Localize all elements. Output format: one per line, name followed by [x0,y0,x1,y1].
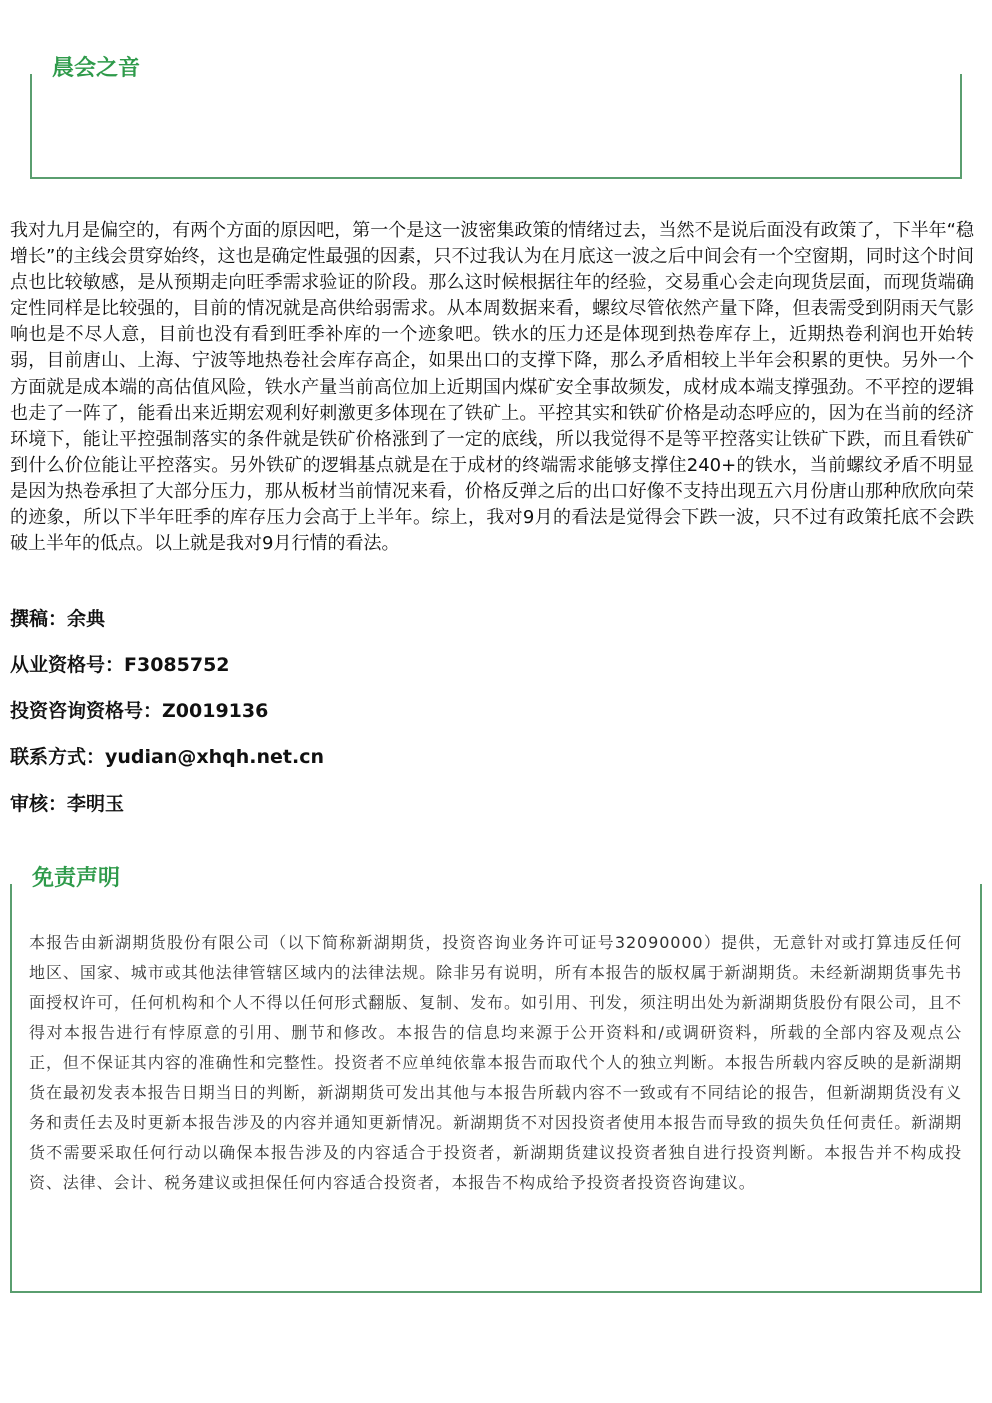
disclaimer-text: 本报告由新湖期货股份有限公司（以下简称新湖期货，投资咨询业务许可证号32090000）提供，无意针对或打算违反任何地区、国家、城市或其他法律管辖区域内的法律法规。除非另有说明，所有本报告的版权属于新湖期货。未经新湖期货事先书面授权许可，任何机构和个人不得以任何形式翻版、复制、发布。如引用、刊发，须注明出处为新湖期货股份有限公司，且不得对本报告进行有悖原意的引用、删节和修改。本报告的信息均来源于公开资料和/或调研资料，所载的全部内容及观点公正，但不保证其内容的准确性和完整性。投资者不应单纯依靠本报告而取代个人的独立判断。本报告所载内容反映的是新湖期货在最初发表本报告日期当日的判断，新湖期货可发出其他与本报告所载内容不一致或有不同结论的报告，但新湖期货没有义务和责任去及时更新本报告涉及的内容并通知更新情况。新湖期货不对因投资者使用本报告而导致的损失负任何责任。新湖期货不需要采取任何行动以确保本报告涉及的内容适合于投资者，新湖期货建议投资者独自进行投资判断。本报告并不构成投资、法律、会计、税务建议或担保任何内容适合投资者，本报告不构成给予投资者投资咨询建议。 [29,933,962,1192]
contact-line: 联系方式：yudian@xhqh.net.cn [10,746,325,768]
disclaimer-title: 免责声明 [26,866,126,892]
morning-section-frame [30,74,962,179]
morning-section-title: 晨会之音 [46,56,146,82]
qualification-number-line: 从业资格号：F3085752 [10,654,230,676]
commentary-paragraph: 我对九月是偏空的，有两个方面的原因吧，第一个是这一波密集政策的情绪过去，当然不是说后面没有政策了，下半年“稳增长”的主线会贯穿始终，这也是确定性最强的因素，只不过我认为在月底这一波之后中间会有一个空窗期，同时这个时间点也比较敏感，是从预期走向旺季需求验证的阶段。那么这时候根据往年的经验，交易重心会走向现货层面，而现货端确定性同样是比较强的，目前的情况就是高供给弱需求。从本周数据来看，螺纹尽管依然产量下降，但表需受到阴雨天气影响也是不尽人意，目前也没有看到旺季补库的一个迹象吧。铁水的压力还是体现到热卷库存上，近期热卷利润也开始转弱，目前唐山、上海、宁波等地热卷社会库存高企，如果出口的支撑下降，那么矛盾相较上半年会积累的更快。另外一个方面就是成本端的高估值风险，铁水产量当前高位加上近期国内煤矿安全事故频发，成材成本端支撑强劲。不平控的逻辑也走了一阵了，能看出来近期宏观利好刺激更多体现在了铁矿上。平控其实和铁矿价格是动态呼应的，因为在当前的经济环境下，能让平控强制落实的条件就是铁矿价格涨到了一定的底线，所以我觉得不是等平控落实让铁矿下跌，而且看铁矿到什么价位能让平控落实。另外铁矿的逻辑基点就是在于成材的终端需求能够支撑住240+的铁水，当前螺纹矛盾不明显是因为热卷承担了大部分压力，那从板材当前情况来看，价格反弹之后的出口好像不支持出现五六月份唐山那种欣欣向荣的迹象，所以下半年旺季的库存压力会高于上半年。综上，我对9月的看法是觉得会下跌一波，只不过有政策托底不会跌破上半年的低点。以上就是我对9月行情的看法。 [10,220,974,555]
consulting-number-line: 投资咨询资格号：Z0019136 [10,700,269,722]
author-line: 撰稿：余典 [10,608,106,630]
reviewer-line: 审核：李明玉 [10,793,125,815]
